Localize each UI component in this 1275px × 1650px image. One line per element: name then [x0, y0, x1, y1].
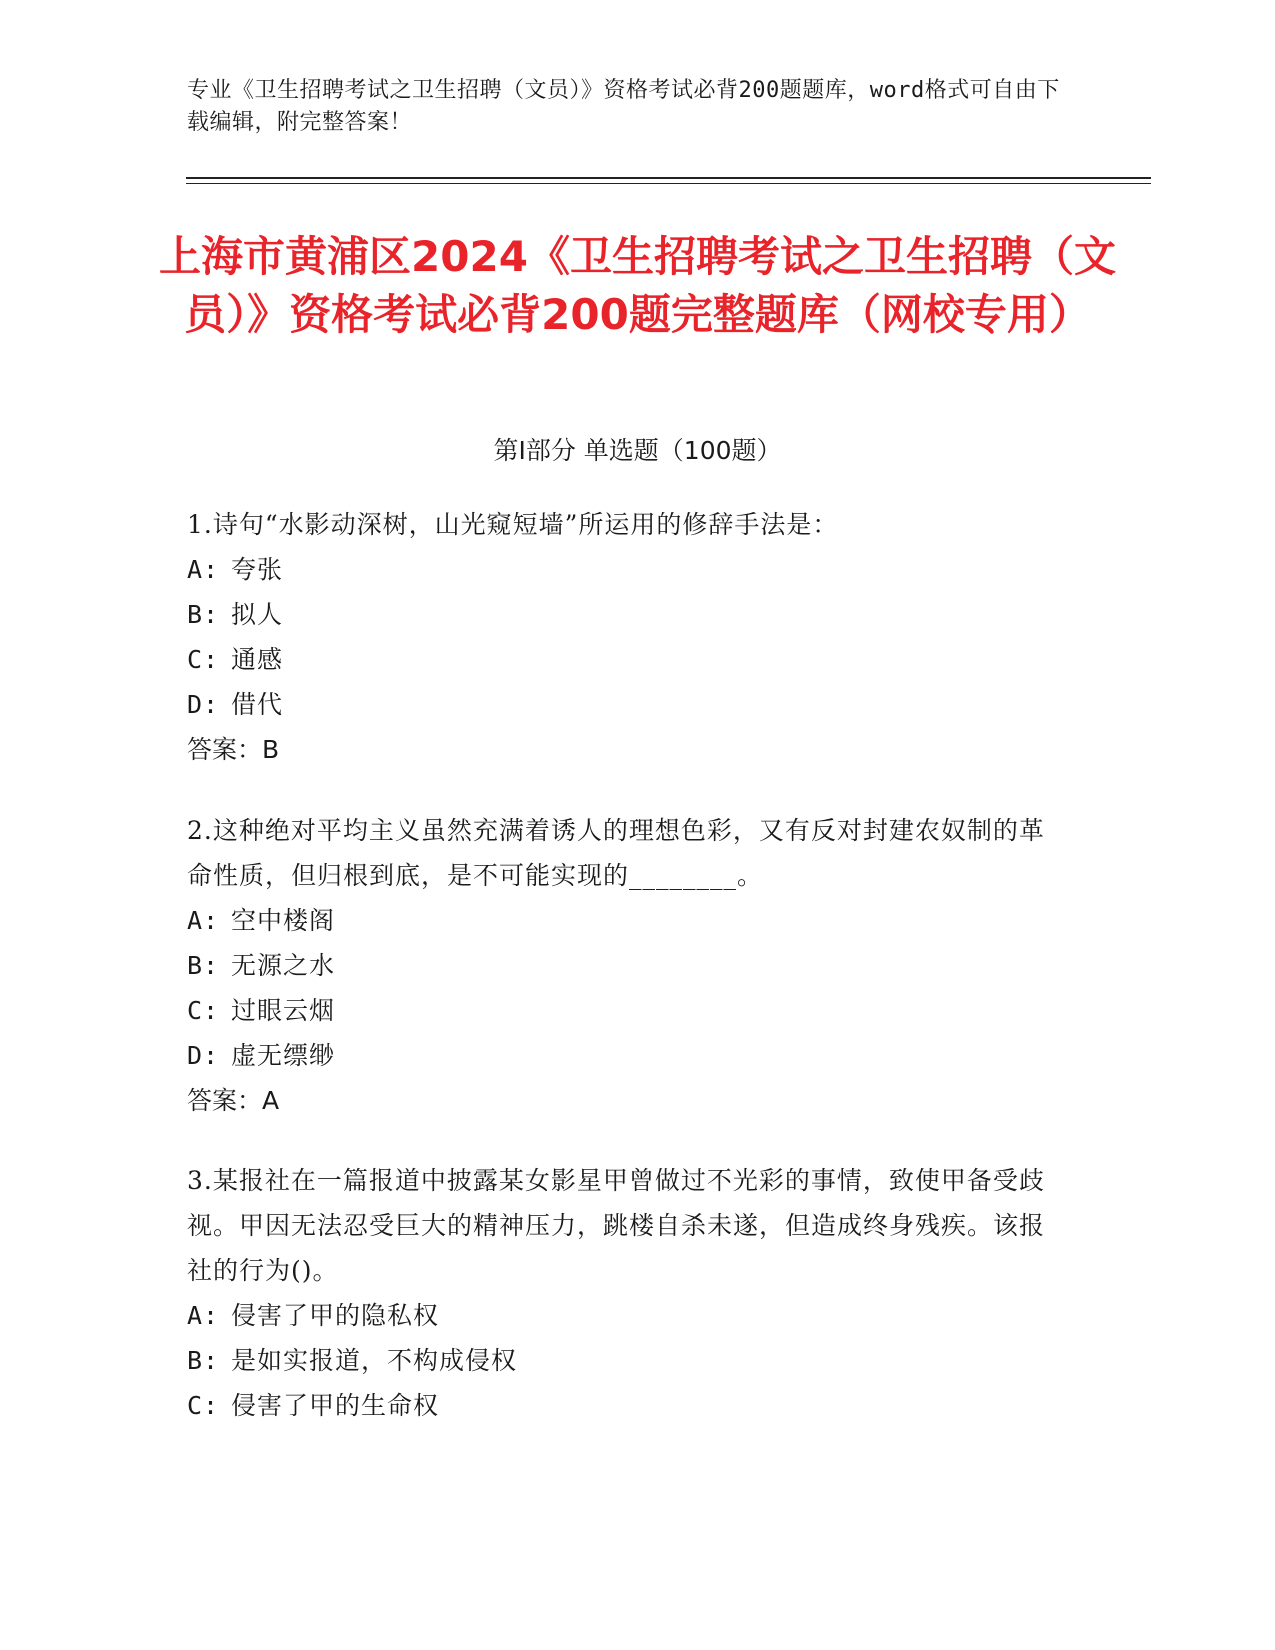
question-text: 2.这种绝对平均主义虽然充满着诱人的理想色彩，又有反对封建农奴制的革命性质，但归根到底，是不可能实现的________。 — [187, 816, 1045, 890]
option-c — [187, 637, 1067, 682]
option-text: 空中楼阁 — [231, 906, 336, 935]
option-d — [187, 682, 1067, 727]
question-text: 1.诗句“水影动深树，山光窥短墙”所运用的修辞手法是： — [187, 510, 839, 539]
option-key: D: — [187, 690, 220, 719]
question-1 — [187, 502, 1067, 772]
option-text: 虚无缥缈 — [231, 1041, 336, 1070]
option-text: 是如实报道，不构成侵权 — [231, 1346, 518, 1375]
option-key: C: — [187, 645, 220, 674]
option-key: B: — [187, 600, 220, 629]
option-b — [187, 592, 1067, 637]
question-text: 3.某报社在一篇报道中披露某女影星甲曾做过不光彩的事情，致使甲备受歧视。甲因无法忍受巨大的精神压力，跳楼自杀未遂，但造成终身残疾。该报社的行为()。 — [187, 1166, 1046, 1285]
option-key: B: — [187, 951, 220, 980]
document-title: 上海市黄浦区2024《卫生招聘考试之卫生招聘（文员）》资格考试必背200题完整题库（网校专用） — [159, 232, 1116, 339]
option-text: 夸张 — [231, 555, 284, 584]
option-a — [187, 898, 1067, 943]
header-note: 专业《卫生招聘考试之卫生招聘（文员）》资格考试必背200题题库，word格式可自由下载编辑，附完整答案！ — [187, 78, 1060, 135]
option-key: C: — [187, 1391, 220, 1420]
option-text: 通感 — [231, 645, 284, 674]
option-text: 拟人 — [231, 600, 284, 629]
header-divider-thin — [186, 183, 1151, 184]
option-text: 无源之水 — [231, 951, 336, 980]
option-key: A: — [187, 906, 220, 935]
option-a — [187, 547, 1067, 592]
question-2 — [187, 808, 1067, 1123]
option-key: C: — [187, 996, 220, 1025]
option-d — [187, 1033, 1067, 1078]
option-text: 过眼云烟 — [231, 996, 336, 1025]
option-b — [187, 943, 1067, 988]
option-a — [187, 1293, 1067, 1338]
option-text: 侵害了甲的隐私权 — [231, 1301, 440, 1330]
option-text: 借代 — [231, 690, 284, 719]
header-divider-thick — [186, 177, 1151, 179]
option-key: D: — [187, 1041, 220, 1070]
option-key: A: — [187, 1301, 220, 1330]
option-text: 侵害了甲的生命权 — [231, 1391, 440, 1420]
question-3 — [187, 1158, 1067, 1428]
answer-line: 答案：A — [187, 1086, 280, 1115]
section-heading: 第I部分 单选题（100题） — [493, 436, 782, 465]
option-b — [187, 1338, 1067, 1383]
option-c — [187, 988, 1067, 1033]
option-c — [187, 1383, 1067, 1428]
answer-line: 答案：B — [187, 735, 280, 764]
option-key: B: — [187, 1346, 220, 1375]
option-key: A: — [187, 555, 220, 584]
